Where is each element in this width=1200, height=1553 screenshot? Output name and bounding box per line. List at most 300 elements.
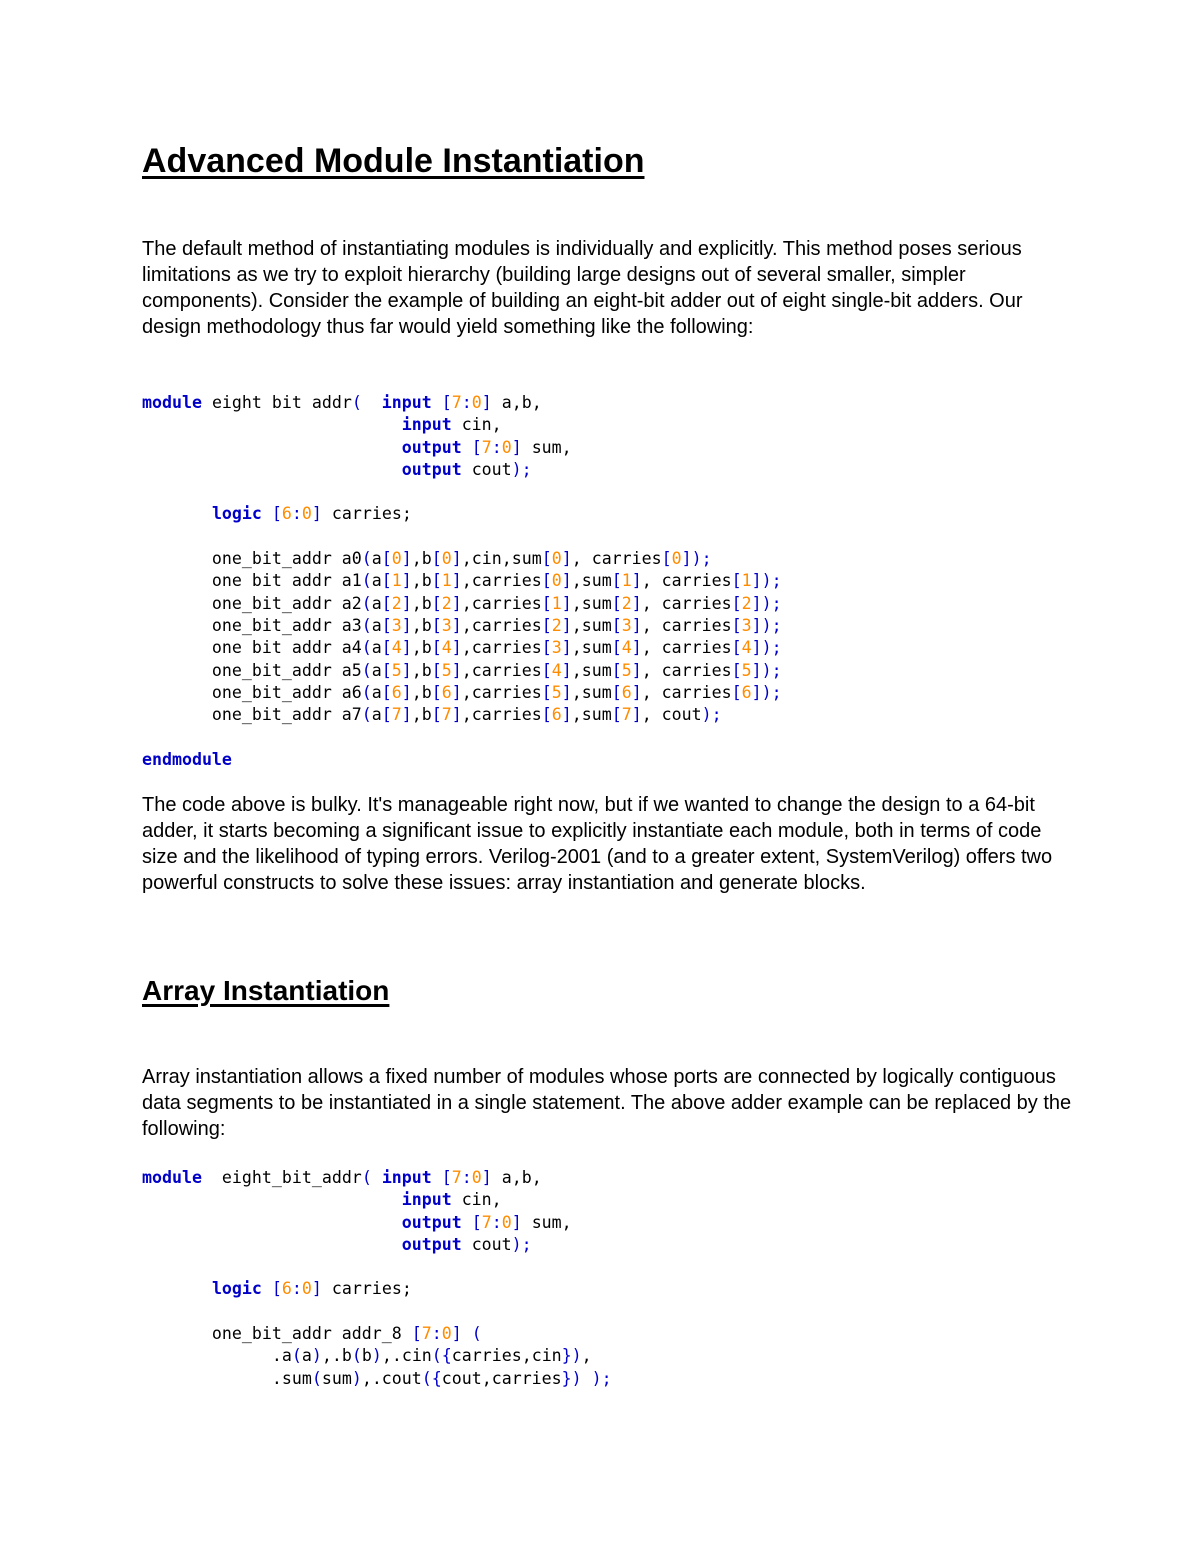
code-operator: ( bbox=[351, 393, 362, 412]
code-operator: ); bbox=[591, 1368, 612, 1388]
code-number: 6 bbox=[281, 1279, 292, 1299]
code-line bbox=[142, 660, 782, 682]
code-operator: [ bbox=[611, 615, 622, 635]
code-number: 0 bbox=[471, 1168, 482, 1187]
code-operator: [ bbox=[381, 682, 392, 702]
code-number: 5 bbox=[441, 660, 452, 680]
code-number: 0 bbox=[301, 1279, 312, 1299]
code-operator: [ bbox=[541, 593, 552, 613]
code-text: ,sum bbox=[571, 705, 612, 725]
code-operator: [ bbox=[381, 593, 392, 613]
code-text bbox=[142, 415, 402, 434]
code-text: ,sum bbox=[571, 615, 612, 635]
code-operator: ] bbox=[561, 660, 572, 680]
code-text: carries; bbox=[321, 504, 412, 524]
code-text: ,sum bbox=[571, 682, 612, 702]
code-operator: ( bbox=[351, 1346, 362, 1366]
code-text: a bbox=[371, 549, 382, 569]
code-operator: [ bbox=[611, 705, 622, 725]
code-number: 4 bbox=[741, 638, 752, 658]
code-text: , carries bbox=[641, 682, 732, 702]
code-number: 0 bbox=[551, 571, 562, 591]
code-text: one_bit_addr a3 bbox=[142, 615, 362, 635]
code-number: 7 bbox=[391, 705, 402, 725]
code-operator: ] bbox=[451, 549, 462, 569]
code-text: one_bit_addr a0 bbox=[142, 549, 362, 569]
code-text: a bbox=[371, 660, 382, 680]
code-operator: [ bbox=[731, 593, 742, 613]
code-text: a,b, bbox=[491, 393, 542, 412]
code-text: ,sum bbox=[571, 571, 612, 591]
code-text: a bbox=[371, 571, 382, 591]
code-operator: [ bbox=[431, 549, 442, 569]
code-number: 2 bbox=[741, 593, 752, 613]
code-operator: [ bbox=[731, 571, 742, 591]
code-operator: [ bbox=[471, 1212, 482, 1232]
code-operator: [ bbox=[541, 638, 552, 658]
code-operator: : bbox=[291, 504, 302, 524]
code-text: b bbox=[361, 1346, 372, 1366]
code-number: 2 bbox=[551, 615, 562, 635]
code-text: ,carries bbox=[461, 705, 542, 725]
code-operator: }) bbox=[561, 1346, 582, 1366]
code-operator: [ bbox=[441, 393, 452, 412]
code-number: 6 bbox=[281, 504, 292, 524]
code-block-array-instantiation bbox=[142, 1167, 612, 1390]
code-text bbox=[142, 1190, 402, 1209]
code-operator: ( bbox=[361, 571, 372, 591]
code-keyword: input bbox=[381, 393, 432, 412]
code-line bbox=[142, 548, 782, 570]
code-operator: ( bbox=[361, 615, 372, 635]
code-operator: [ bbox=[541, 549, 552, 569]
code-operator: [ bbox=[431, 615, 442, 635]
code-line bbox=[142, 437, 782, 459]
code-text: , carries bbox=[641, 615, 732, 635]
code-number: 4 bbox=[391, 638, 402, 658]
code-number: 2 bbox=[621, 593, 632, 613]
bulky-code-paragraph: The code above is bulky. It's manageable right now, but if we wanted to change the design to a 64-bit adder, it starts becoming a significant issue to explicitly instantiate each module, both in terms of code size and the likelihood of typing errors. Verilog-2001 (and to a greater extent, SystemVerilog) offers two powerful constructs to solve these issues: array instantiation and generate blocks. bbox=[142, 794, 1053, 894]
code-operator: ] bbox=[401, 615, 412, 635]
code-text: cin, bbox=[451, 415, 502, 435]
code-text: ,sum bbox=[571, 593, 612, 613]
code-number: 1 bbox=[441, 571, 452, 591]
code-operator: ] bbox=[451, 682, 462, 702]
code-operator: [ bbox=[541, 682, 552, 702]
code-operator: ({ bbox=[431, 1346, 452, 1366]
code-operator: ] bbox=[631, 638, 642, 658]
code-number: 5 bbox=[621, 660, 632, 680]
code-number: 3 bbox=[741, 615, 752, 635]
code-line bbox=[142, 637, 782, 659]
code-operator: [ bbox=[611, 593, 622, 613]
code-line bbox=[142, 1323, 612, 1345]
code-number: 7 bbox=[451, 393, 462, 412]
code-operator: ( bbox=[311, 1368, 322, 1388]
code-line bbox=[142, 526, 782, 548]
code-operator: ({ bbox=[421, 1368, 442, 1388]
code-text: ,b bbox=[411, 615, 432, 635]
code-text: one bit addr a4 bbox=[142, 638, 362, 658]
code-operator: ( bbox=[361, 1168, 372, 1187]
code-text: sum bbox=[321, 1368, 352, 1388]
code-operator: : bbox=[431, 1324, 442, 1344]
code-operator: [ bbox=[411, 1324, 422, 1344]
code-operator: [ bbox=[611, 638, 622, 658]
code-operator: ] bbox=[451, 593, 462, 613]
code-text: , bbox=[581, 1346, 592, 1366]
code-text: cout,carries bbox=[441, 1368, 562, 1388]
code-text: ,.b bbox=[321, 1346, 352, 1366]
code-number: 4 bbox=[441, 638, 452, 658]
code-number: 7 bbox=[481, 1212, 492, 1232]
code-text bbox=[372, 1168, 382, 1187]
code-operator: ] bbox=[631, 660, 642, 680]
code-text: ,b bbox=[411, 682, 432, 702]
code-text: ,sum bbox=[571, 638, 612, 658]
code-number: 0 bbox=[301, 504, 312, 524]
code-operator: [ bbox=[541, 705, 552, 725]
code-operator: ]); bbox=[751, 615, 782, 635]
code-operator: [ bbox=[611, 682, 622, 702]
code-text bbox=[142, 1213, 402, 1232]
code-text: a bbox=[371, 682, 382, 702]
code-line bbox=[142, 615, 782, 637]
code-operator: ] bbox=[561, 682, 572, 702]
code-keyword: module bbox=[142, 393, 202, 412]
code-keyword: input bbox=[401, 415, 452, 435]
code-line bbox=[142, 1368, 612, 1390]
code-text: , carries bbox=[641, 660, 732, 680]
code-number: 3 bbox=[621, 615, 632, 635]
code-operator: : bbox=[491, 1212, 502, 1232]
code-number: 7 bbox=[621, 705, 632, 725]
code-operator: : bbox=[461, 1168, 472, 1187]
code-text bbox=[362, 393, 382, 412]
code-operator: [ bbox=[381, 615, 392, 635]
code-keyword: output bbox=[401, 437, 462, 457]
code-number: 6 bbox=[391, 682, 402, 702]
code-operator: ) bbox=[311, 1346, 322, 1366]
code-operator: [ bbox=[731, 638, 742, 658]
code-number: 6 bbox=[621, 682, 632, 702]
code-text bbox=[142, 438, 402, 457]
code-operator: ] bbox=[511, 437, 522, 457]
code-text bbox=[432, 393, 442, 412]
code-line bbox=[142, 1301, 612, 1323]
code-operator: ] bbox=[401, 593, 412, 613]
code-operator: ] bbox=[401, 549, 412, 569]
code-text: ,b bbox=[411, 571, 432, 591]
code-line bbox=[142, 1345, 612, 1367]
code-operator: ] bbox=[561, 571, 572, 591]
code-keyword: output bbox=[401, 1212, 462, 1232]
code-text: , cout bbox=[641, 705, 702, 725]
code-operator: [ bbox=[471, 437, 482, 457]
code-text bbox=[462, 1324, 472, 1343]
code-operator: ( bbox=[361, 660, 372, 680]
code-text: one_bit_addr a7 bbox=[142, 705, 362, 725]
code-keyword: logic bbox=[211, 1279, 262, 1299]
code-operator: ] bbox=[451, 615, 462, 635]
code-operator: ( bbox=[471, 1324, 482, 1344]
code-number: 3 bbox=[551, 638, 562, 658]
code-operator: ); bbox=[511, 459, 532, 479]
code-operator: [ bbox=[541, 571, 552, 591]
code-operator: : bbox=[491, 437, 502, 457]
code-operator: [ bbox=[431, 571, 442, 591]
code-operator: ] bbox=[561, 615, 572, 635]
code-text: one_bit_addr addr_8 bbox=[142, 1324, 412, 1344]
code-operator: [ bbox=[381, 705, 392, 725]
code-text: a bbox=[301, 1346, 312, 1366]
code-operator: ] bbox=[401, 682, 412, 702]
code-line bbox=[142, 1189, 612, 1211]
code-text: one_bit_addr a6 bbox=[142, 682, 362, 702]
code-keyword: input bbox=[381, 1168, 432, 1187]
code-number: 4 bbox=[551, 660, 562, 680]
code-line bbox=[142, 1278, 612, 1300]
code-number: 6 bbox=[441, 682, 452, 702]
code-number: 6 bbox=[551, 705, 562, 725]
code-operator: ( bbox=[291, 1346, 302, 1366]
code-text: ,carries bbox=[461, 615, 542, 635]
code-text: cout bbox=[461, 1234, 512, 1254]
code-text: , carries bbox=[641, 571, 732, 591]
intro-paragraph: The default method of instantiating modules is individually and explicitly. This method poses serious limitations as we try to exploit hierarchy (building large designs out of several smaller, simpler components). Consider the example of building an eight-bit adder out of eight single-bit adders. Our design methodology thus far would yield something like the following: bbox=[142, 238, 1023, 338]
code-number: 4 bbox=[621, 638, 632, 658]
code-operator: ] bbox=[311, 1279, 322, 1299]
code-number: 0 bbox=[501, 437, 512, 457]
code-operator: ] bbox=[451, 1324, 462, 1344]
code-number: 7 bbox=[421, 1324, 432, 1344]
code-operator: [ bbox=[441, 1168, 452, 1187]
code-operator: ); bbox=[701, 705, 722, 725]
code-operator: ] bbox=[561, 638, 572, 658]
code-operator: ) bbox=[351, 1368, 362, 1388]
code-operator: ] bbox=[631, 571, 642, 591]
code-number: 7 bbox=[451, 1168, 462, 1187]
code-line bbox=[142, 593, 782, 615]
code-number: 0 bbox=[441, 1324, 452, 1344]
code-operator: ] bbox=[561, 593, 572, 613]
code-operator: [ bbox=[541, 615, 552, 635]
code-operator: }) bbox=[561, 1368, 582, 1388]
code-operator: [ bbox=[431, 593, 442, 613]
code-operator: ]); bbox=[751, 593, 782, 613]
code-text bbox=[582, 1369, 592, 1388]
code-number: 7 bbox=[441, 705, 452, 725]
code-keyword: output bbox=[401, 1234, 462, 1254]
code-text: ,b bbox=[411, 660, 432, 680]
code-text: .a bbox=[142, 1346, 292, 1366]
code-operator: ] bbox=[311, 504, 322, 524]
code-operator: [ bbox=[611, 571, 622, 591]
code-line bbox=[142, 570, 782, 592]
code-operator: ]); bbox=[751, 682, 782, 702]
code-text bbox=[142, 504, 212, 523]
code-operator: [ bbox=[731, 682, 742, 702]
page-title: Advanced Module Instantiation bbox=[142, 142, 645, 180]
code-operator: ]); bbox=[751, 638, 782, 658]
code-operator: ]); bbox=[751, 660, 782, 680]
code-line bbox=[142, 682, 782, 704]
code-number: 0 bbox=[671, 549, 682, 569]
code-operator: ( bbox=[361, 682, 372, 702]
code-number: 0 bbox=[391, 549, 402, 569]
code-line bbox=[142, 1167, 612, 1189]
code-text: one_bit_addr a2 bbox=[142, 593, 362, 613]
code-text: ,b bbox=[411, 638, 432, 658]
code-keyword: endmodule bbox=[142, 749, 232, 769]
code-number: 1 bbox=[551, 593, 562, 613]
code-text: carries; bbox=[321, 1279, 412, 1299]
code-text: ,carries bbox=[461, 593, 542, 613]
code-number: 2 bbox=[441, 593, 452, 613]
code-line bbox=[142, 1256, 612, 1278]
code-text bbox=[462, 1213, 472, 1232]
code-text: sum, bbox=[521, 1212, 572, 1232]
code-line bbox=[142, 414, 782, 436]
code-operator: [ bbox=[431, 682, 442, 702]
code-line bbox=[142, 704, 782, 726]
code-text: , carries bbox=[571, 549, 662, 569]
code-text: ,.cin bbox=[381, 1346, 432, 1366]
code-operator: ( bbox=[361, 705, 372, 725]
code-operator: ] bbox=[451, 571, 462, 591]
code-operator: ( bbox=[361, 549, 372, 569]
code-text: a bbox=[371, 593, 382, 613]
code-operator: ]); bbox=[751, 571, 782, 591]
code-text: , carries bbox=[641, 638, 732, 658]
code-operator: [ bbox=[731, 660, 742, 680]
code-text: ,.cout bbox=[361, 1368, 422, 1388]
code-operator: ( bbox=[361, 638, 372, 658]
code-keyword: module bbox=[142, 1168, 202, 1187]
code-operator: ] bbox=[481, 393, 492, 412]
code-operator: ( bbox=[361, 593, 372, 613]
code-operator: [ bbox=[661, 549, 672, 569]
code-text: .sum bbox=[142, 1368, 312, 1388]
code-line bbox=[142, 459, 782, 481]
code-text: a,b, bbox=[491, 1168, 542, 1187]
code-text: a bbox=[371, 615, 382, 635]
code-text: carries,cin bbox=[451, 1346, 562, 1366]
code-operator: ] bbox=[401, 638, 412, 658]
code-text bbox=[462, 438, 472, 457]
code-text: ,carries bbox=[461, 638, 542, 658]
code-keyword: logic bbox=[211, 504, 262, 524]
code-operator: ] bbox=[481, 1168, 492, 1187]
code-operator: [ bbox=[541, 660, 552, 680]
code-operator: [ bbox=[431, 638, 442, 658]
code-text bbox=[142, 460, 402, 479]
code-operator: [ bbox=[431, 660, 442, 680]
code-operator: ] bbox=[401, 705, 412, 725]
code-keyword: output bbox=[401, 459, 462, 479]
code-operator: ) bbox=[371, 1346, 382, 1366]
code-operator: ] bbox=[401, 660, 412, 680]
code-operator: ] bbox=[561, 705, 572, 725]
code-text: a bbox=[371, 705, 382, 725]
code-operator: : bbox=[291, 1279, 302, 1299]
code-number: 3 bbox=[441, 615, 452, 635]
code-operator: : bbox=[461, 393, 472, 412]
code-line bbox=[142, 726, 782, 748]
code-number: 5 bbox=[391, 660, 402, 680]
code-operator: [ bbox=[381, 571, 392, 591]
code-text bbox=[432, 1168, 442, 1187]
code-number: 2 bbox=[391, 593, 402, 613]
code-line bbox=[142, 392, 782, 414]
code-text: ,carries bbox=[461, 660, 542, 680]
code-text: cout bbox=[461, 459, 512, 479]
code-line bbox=[142, 749, 782, 771]
code-number: 1 bbox=[621, 571, 632, 591]
code-operator: ] bbox=[451, 638, 462, 658]
section-heading-array-instantiation: Array Instantiation bbox=[142, 975, 390, 1006]
code-number: 0 bbox=[501, 1212, 512, 1232]
code-number: 3 bbox=[391, 615, 402, 635]
code-operator: ]); bbox=[681, 549, 712, 569]
code-number: 0 bbox=[471, 393, 482, 412]
code-text bbox=[142, 1279, 212, 1298]
code-text: one_bit_addr a5 bbox=[142, 660, 362, 680]
code-operator: ] bbox=[631, 593, 642, 613]
code-operator: ] bbox=[451, 705, 462, 725]
code-text: cin, bbox=[451, 1190, 502, 1210]
code-number: 0 bbox=[441, 549, 452, 569]
code-text: eight_bit_addr bbox=[201, 1168, 362, 1187]
code-operator: [ bbox=[381, 549, 392, 569]
code-text: ,b bbox=[411, 705, 432, 725]
code-text: , carries bbox=[641, 593, 732, 613]
code-operator: ] bbox=[631, 615, 642, 635]
code-number: 5 bbox=[551, 682, 562, 702]
code-number: 6 bbox=[741, 682, 752, 702]
code-text: ,carries bbox=[461, 571, 542, 591]
code-text bbox=[262, 1279, 272, 1298]
code-operator: [ bbox=[271, 1279, 282, 1299]
code-operator: ] bbox=[451, 660, 462, 680]
code-operator: ] bbox=[631, 705, 642, 725]
code-number: 1 bbox=[741, 571, 752, 591]
code-operator: ); bbox=[511, 1234, 532, 1254]
code-text: one bit addr a1 bbox=[142, 571, 362, 591]
code-line bbox=[142, 503, 782, 525]
code-block-explicit-instantiation bbox=[142, 392, 782, 771]
code-text: eight bit addr bbox=[201, 393, 352, 412]
code-operator: [ bbox=[611, 660, 622, 680]
code-line bbox=[142, 1212, 612, 1234]
code-operator: [ bbox=[431, 705, 442, 725]
code-operator: ] bbox=[631, 682, 642, 702]
code-text: sum, bbox=[521, 437, 572, 457]
code-number: 7 bbox=[481, 437, 492, 457]
code-operator: [ bbox=[731, 615, 742, 635]
code-operator: ] bbox=[401, 571, 412, 591]
code-operator: [ bbox=[381, 638, 392, 658]
code-number: 5 bbox=[741, 660, 752, 680]
code-text bbox=[262, 504, 272, 523]
code-text: ,b bbox=[411, 549, 432, 569]
code-operator: ] bbox=[511, 1212, 522, 1232]
code-text: ,sum bbox=[571, 660, 612, 680]
code-text bbox=[142, 1235, 402, 1254]
code-line bbox=[142, 1234, 612, 1256]
code-number: 0 bbox=[551, 549, 562, 569]
code-line bbox=[142, 481, 782, 503]
